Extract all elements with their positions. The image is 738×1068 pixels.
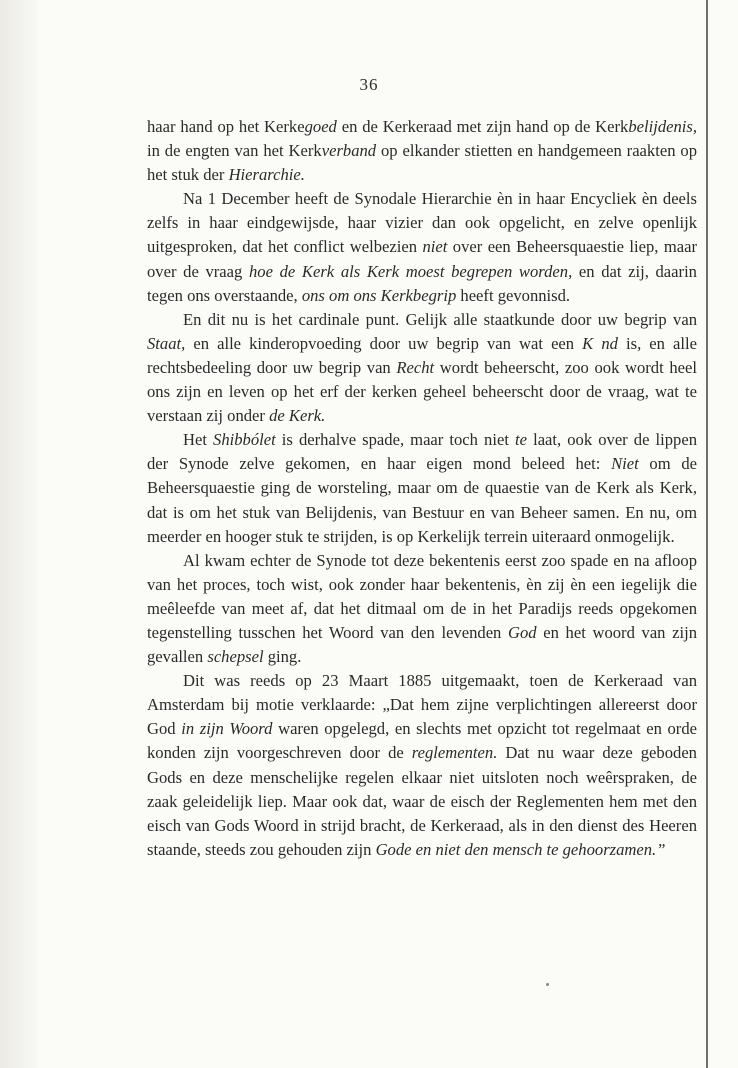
paragraph <box>147 428 697 548</box>
italic-run: Shibbólet <box>213 430 276 450</box>
italic-run: ons om ons Kerkbegrip <box>301 285 457 305</box>
text-run: en het woord van zijn gevallen <box>147 622 698 667</box>
paragraph <box>147 187 697 307</box>
text-run: Dat nu waar deze geboden Gods en deze menschelijke regelen elkaar niet uitsloten noch weêrspraken, de zaak geleidelijk liep. Maar ook dat, waar de eisch der Reglementen hem met den eisch van Gods Woord in strijd bracht, de Kerkeraad, als in den dienst des Heeren staande, steeds zou gehouden zijn <box>147 743 697 859</box>
text-run: heeft gevonnisd. <box>456 285 571 305</box>
body-text <box>147 115 697 862</box>
italic-run: Gode en niet den mensch te gehoorzamen.” <box>375 839 666 859</box>
text-run: Dit was reeds op 23 Maart 1885 uitgemaakt, toen de Kerkeraad van Amsterdam bij motie verklaarde: „Dat hem zijne verplichtingen allereerst door God <box>147 671 697 739</box>
text-run: in de engten van het Kerk <box>147 141 322 161</box>
text-run: ging. <box>263 647 302 667</box>
ink-speck <box>546 983 549 986</box>
italic-run: goed <box>304 117 337 136</box>
page-number: 36 <box>359 75 379 94</box>
text-run: Het <box>183 430 214 450</box>
text-run: En dit nu is het cardinale punt. Gelijk alle staatkunde door uw begrip van <box>183 309 697 329</box>
page-edge <box>706 0 708 1068</box>
italic-run: de Kerk. <box>269 406 326 426</box>
text-run: en dat zij, daarin tegen ons overstaande, <box>147 261 697 305</box>
italic-run: niet <box>422 237 448 257</box>
text-run: is, en alle rechtsbedeeling door uw begrip van <box>147 333 697 377</box>
text-run: is derhalve spade, maar toch niet <box>275 430 516 450</box>
text-run: en de Kerkeraad met zijn hand op de Kerk <box>336 117 629 136</box>
text-run: Na 1 December heeft de Synodale Hierarchie èn in haar Encycliek èn deels zelfs in haar eindgewijsde, haar vizier dan ook opgelicht, en zelve openlijk uitgesproken, dat het conflict welbezien <box>147 189 697 257</box>
italic-run: Niet <box>611 454 639 474</box>
italic-run: Hierarchie. <box>228 165 305 185</box>
italic-run: K nd <box>582 333 618 353</box>
paragraph <box>147 669 697 862</box>
text-run: wordt beheerscht, zoo ook wordt heel ons zijn en leven op het erf der kerken geheel beheerscht door de vraag, wat te verstaan zij onder <box>147 357 697 426</box>
italic-run: verband <box>321 141 377 161</box>
text-run: waren opgelegd, en slechts met opzicht tot regelmaat en orde konden zijn voorgeschreven door de <box>147 719 697 763</box>
italic-run: schepsel <box>207 647 264 667</box>
paragraph <box>147 549 697 669</box>
page-shadow <box>0 0 38 1068</box>
italic-run: Staat, <box>147 333 186 353</box>
text-run: en alle kinderopvoeding door uw begrip van wat een <box>185 333 583 353</box>
italic-run: in zijn Woord <box>181 719 273 739</box>
paragraph <box>147 115 697 187</box>
italic-run: te <box>515 430 527 450</box>
text-run: laat, ook over de lippen der Synode zelve gekomen, en haar eigen mond beleed het: <box>147 430 698 474</box>
text-run: over een Beheersquaestie liep, maar over de vraag <box>147 237 697 281</box>
text-run: haar hand op het Kerke <box>147 117 305 136</box>
text-run: om de Beheersquaestie ging de worsteling, maar om de quaestie van de Kerk als Kerk, dat is om het stuk van Belijdenis, van Bestuur en van Beheer samen. En nu, om meerder en hooger stuk te strijden, is op Kerkelijk terrein uiteraard onmogelijk. <box>147 454 697 546</box>
italic-run: reglementen. <box>411 743 498 763</box>
text-run: op elkander stietten en handgemeen raakten op het stuk der <box>147 141 697 185</box>
text-run: Al kwam echter de Synode tot deze bekentenis eerst zoo spade en na afloop van het proces, toch wist, ook zonder haar bekentenis, èn zij èn een iegelijk die meêleefde van meet af, dat het ditmaal om de in het Paradijs reeds opgekomen tegenstelling tusschen het Woord van den levenden <box>147 550 697 642</box>
italic-run: Recht <box>396 357 435 377</box>
italic-run: God <box>508 622 537 642</box>
italic-run: belijdenis, <box>628 117 697 136</box>
italic-run: hoe de Kerk als Kerk moest begrepen worden, <box>248 261 573 281</box>
paragraph <box>147 308 697 428</box>
